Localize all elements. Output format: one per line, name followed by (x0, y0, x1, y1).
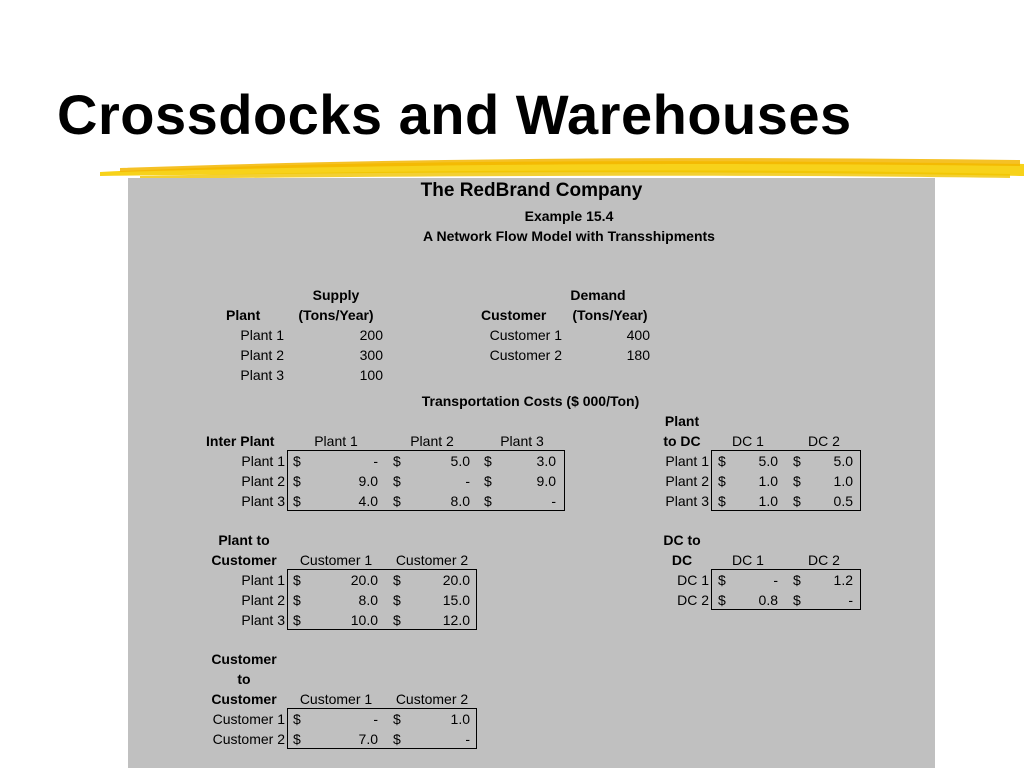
customer-to-customer-row-name: Customer 1 (212, 711, 285, 727)
currency-symbol: $ (718, 473, 726, 489)
demand-row-value: 180 (626, 347, 650, 363)
cost-cell: - (773, 572, 778, 588)
currency-symbol: $ (393, 493, 401, 509)
inter-plant-row-name: Plant 1 (241, 453, 285, 469)
currency-symbol: $ (393, 453, 401, 469)
currency-symbol: $ (393, 592, 401, 608)
inter-plant-row-name: Plant 3 (241, 493, 285, 509)
supply-row-name: Plant 1 (240, 327, 284, 343)
cost-cell: 20.0 (442, 572, 470, 588)
model-label: A Network Flow Model with Transshipments (423, 228, 715, 244)
currency-symbol: $ (484, 473, 492, 489)
currency-symbol: $ (393, 473, 401, 489)
customer-to-customer-col: Customer 2 (395, 691, 469, 707)
demand-row-name: Customer 2 (489, 347, 562, 363)
currency-symbol: $ (393, 731, 401, 747)
supply-row-value: 100 (359, 367, 383, 383)
plant-to-customer-row-name: Plant 2 (241, 592, 285, 608)
plant-to-dc-row-name: Plant 3 (665, 493, 709, 509)
inter-plant-col: Plant 3 (500, 433, 544, 449)
plant-header: Plant (226, 307, 261, 323)
cost-cell: - (848, 592, 853, 608)
currency-symbol: $ (793, 453, 801, 469)
currency-symbol: $ (718, 493, 726, 509)
plant-to-dc-col: DC 2 (808, 433, 840, 449)
cost-cell: 8.0 (450, 493, 470, 509)
currency-symbol: $ (718, 453, 726, 469)
plant-to-dc-label-1: Plant (664, 413, 700, 429)
dc-to-dc-row-name: DC 1 (677, 572, 709, 588)
cost-cell: - (373, 711, 378, 727)
cost-cell: 9.0 (536, 473, 556, 489)
supply-row-value: 200 (359, 327, 383, 343)
inter-plant-label: Inter Plant (206, 433, 275, 449)
plant-to-customer-label-2: Customer (211, 552, 277, 568)
plant-to-customer-col: Customer 2 (395, 552, 469, 568)
supply-row-name: Plant 3 (240, 367, 284, 383)
cost-cell: 0.8 (758, 592, 778, 608)
dc-to-dc-label-2: DC (671, 552, 693, 568)
currency-symbol: $ (393, 711, 401, 727)
cost-cell: - (465, 731, 470, 747)
currency-symbol: $ (293, 612, 301, 628)
currency-symbol: $ (793, 592, 801, 608)
currency-symbol: $ (718, 592, 726, 608)
cost-cell: 3.0 (536, 453, 556, 469)
cost-cell: 1.2 (833, 572, 853, 588)
cost-cell: 8.0 (358, 592, 378, 608)
spreadsheet-panel (128, 178, 935, 768)
demand-unit-header: (Tons/Year) (572, 307, 648, 323)
cost-cell: 10.0 (350, 612, 378, 628)
cost-cell: 20.0 (350, 572, 378, 588)
plant-to-dc-row-name: Plant 1 (665, 453, 709, 469)
cost-cell: 7.0 (358, 731, 378, 747)
currency-symbol: $ (793, 572, 801, 588)
customer-to-customer-col: Customer 1 (299, 691, 373, 707)
currency-symbol: $ (484, 453, 492, 469)
currency-symbol: $ (293, 731, 301, 747)
demand-row-value: 400 (626, 327, 650, 343)
currency-symbol: $ (793, 473, 801, 489)
demand-row-name: Customer 1 (489, 327, 562, 343)
cost-cell: 9.0 (358, 473, 378, 489)
customer-to-customer-label-1: Customer (211, 651, 277, 667)
currency-symbol: $ (484, 493, 492, 509)
costs-title: Transportation Costs ($ 000/Ton) (421, 393, 640, 409)
inter-plant-col: Plant 1 (314, 433, 358, 449)
plant-to-dc-col: DC 1 (732, 433, 764, 449)
customer-to-customer-label-2: to (237, 671, 251, 687)
cost-cell: 0.5 (833, 493, 853, 509)
plant-to-customer-row-name: Plant 3 (241, 612, 285, 628)
supply-unit-header: (Tons/Year) (298, 307, 374, 323)
cost-cell: 1.0 (758, 473, 778, 489)
demand-header: Demand (570, 287, 626, 303)
dc-to-dc-row-name: DC 2 (677, 592, 709, 608)
dc-to-dc-label-1: DC to (663, 532, 701, 548)
currency-symbol: $ (718, 572, 726, 588)
inter-plant-row-name: Plant 2 (241, 473, 285, 489)
dc-to-dc-col: DC 1 (732, 552, 764, 568)
currency-symbol: $ (293, 473, 301, 489)
customer-to-customer-label-3: Customer (211, 691, 277, 707)
cost-cell: 5.0 (450, 453, 470, 469)
supply-row-value: 300 (359, 347, 383, 363)
cost-cell: 1.0 (758, 493, 778, 509)
company-title: The RedBrand Company (420, 180, 643, 201)
customer-to-customer-row-name: Customer 2 (212, 731, 285, 747)
cost-cell: 12.0 (442, 612, 470, 628)
cost-cell: 1.0 (833, 473, 853, 489)
currency-symbol: $ (793, 493, 801, 509)
plant-to-customer-label-1: Plant to (218, 532, 270, 548)
example-label: Example 15.4 (524, 208, 614, 224)
plant-to-dc-label-2: to DC (663, 433, 701, 449)
supply-row-name: Plant 2 (240, 347, 284, 363)
cost-cell: - (465, 473, 470, 489)
currency-symbol: $ (293, 453, 301, 469)
customer-header: Customer (481, 307, 547, 323)
currency-symbol: $ (393, 572, 401, 588)
cost-cell: - (373, 453, 378, 469)
plant-to-customer-row-name: Plant 1 (241, 572, 285, 588)
cost-cell: 1.0 (450, 711, 470, 727)
currency-symbol: $ (293, 493, 301, 509)
currency-symbol: $ (393, 612, 401, 628)
cost-cell: 4.0 (358, 493, 378, 509)
cost-cell: - (551, 493, 556, 509)
cost-cell: 5.0 (833, 453, 853, 469)
cost-cell: 5.0 (758, 453, 778, 469)
currency-symbol: $ (293, 592, 301, 608)
dc-to-dc-col: DC 2 (808, 552, 840, 568)
inter-plant-col: Plant 2 (410, 433, 454, 449)
currency-symbol: $ (293, 711, 301, 727)
plant-to-dc-row-name: Plant 2 (665, 473, 709, 489)
slide-title: Crossdocks and Warehouses (57, 83, 852, 146)
supply-header: Supply (312, 287, 360, 303)
currency-symbol: $ (293, 572, 301, 588)
plant-to-customer-col: Customer 1 (299, 552, 373, 568)
cost-cell: 15.0 (442, 592, 470, 608)
